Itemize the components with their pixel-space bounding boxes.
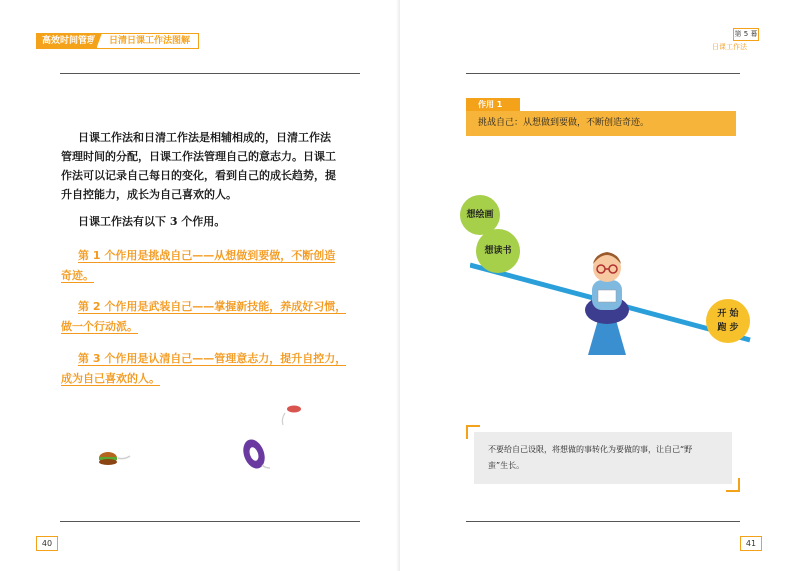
chapter-label: 第 5 幕 — [733, 28, 759, 41]
top-rule-right — [466, 73, 740, 74]
top-rule — [60, 73, 360, 74]
candy-icon — [282, 406, 301, 426]
point-1-line-2: 奇迹。 — [61, 268, 94, 282]
decorative-illustrations — [90, 400, 330, 490]
bottom-rule-right — [466, 521, 740, 522]
page-number: 40 — [36, 536, 58, 551]
book-title-tag: 高效时间管理 — [36, 33, 102, 49]
point-2-line-2: 做一个行动派。 — [61, 319, 138, 333]
book-subtitle-text: 日清日课工作法图解 — [109, 36, 191, 46]
point-1 — [61, 246, 361, 285]
quote-line-2: 蛮”生长。 — [488, 461, 525, 470]
point-2-line-1: 第 2 个作用是武装自己——掌握新技能，养成好习惯， — [78, 300, 347, 313]
body-line: 日课工作法和日清工作法是相辅相成的，日清工作法 — [78, 131, 331, 144]
role-statement: 挑战自己：从想做到要做，不断创造奇迹。 — [466, 111, 736, 136]
point-3-line-2: 成为自己喜欢的人。 — [61, 371, 160, 385]
role-tag: 作用 1 — [466, 98, 520, 111]
bubble-draw: 想绘画 — [460, 195, 500, 235]
bubble-run-line-1: 开 始 — [717, 309, 739, 319]
body-line: 升自控能力，成长为自己喜欢的人。 — [61, 188, 237, 201]
body-line: 作法可以记录自己每日的变化，看到自己的成长趋势，提 — [61, 169, 336, 182]
bubble-run — [706, 299, 750, 343]
point-2 — [61, 297, 361, 336]
point-3 — [61, 349, 361, 388]
point-1-line-1: 第 1 个作用是挑战自己——从想做到要做，不断创造 — [78, 249, 336, 262]
intro-line: 日课工作法有以下 3 个作用。 — [78, 215, 226, 228]
bottom-rule — [60, 521, 360, 522]
quote-line-1: 不要给自己设限，将想做的事转化为要做的事，让自己“野 — [488, 445, 693, 454]
body-paragraph — [61, 128, 368, 204]
body-line: 管理时间的分配，日课工作法管理自己的意志力。日课工 — [61, 150, 336, 163]
seesaw-pivot — [588, 320, 626, 355]
donut-icon — [239, 436, 270, 471]
bubble-read: 想读书 — [476, 229, 520, 273]
quote-box — [474, 432, 732, 484]
chapter-subtitle: 日课工作法 — [712, 43, 747, 51]
child-character — [585, 252, 629, 324]
page-number-right: 41 — [740, 536, 762, 551]
point-3-line-1: 第 3 个作用是认清自己——管理意志力，提升自控力， — [78, 352, 347, 365]
book-subtitle-tag — [96, 33, 199, 49]
bubble-run-line-2: 跑 步 — [717, 323, 739, 333]
hamburger-icon — [99, 452, 130, 465]
